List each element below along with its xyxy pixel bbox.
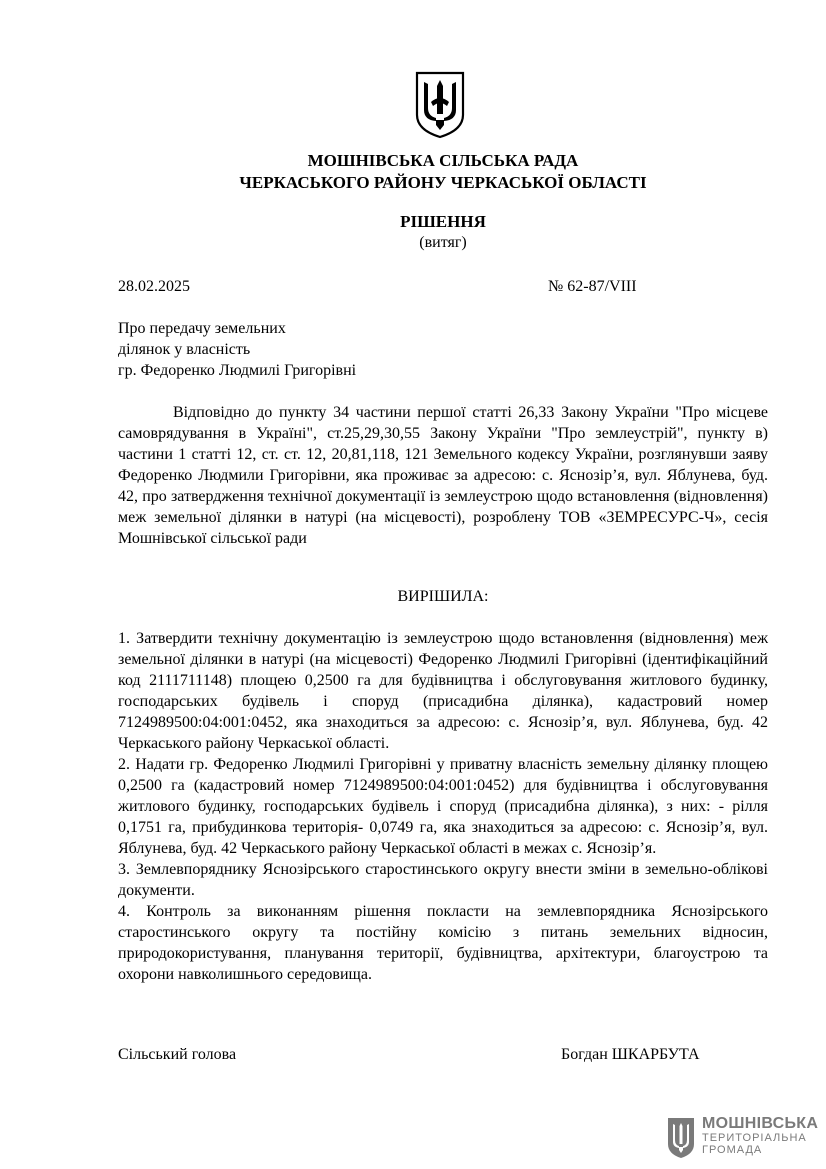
- document-subject: [118, 318, 356, 381]
- preamble-paragraph: Відповідно до пункту 34 частини першої статті 26,33 Закону України "Про місцеве самоврядування в Україні", ст.25,29,30,55 Закону України "Про землеустрій", пункту в) частини 1 статті 12, ст. ст. 12, 20,81,118, 121 Земельного кодексу України, розглянувши заяву Федоренко Людмили Григорівни, яка проживає за адресою: с. Яснозір’я, вул. Яблунева, буд. 42, про затвердження технічної документації із землеустрою щодо встановлення (відновлення) меж земельної ділянки в натурі (на місцевості), розроблену ТОВ «ЗЕМРЕСУРС-Ч», сесія Мошнівської сільської ради: [118, 404, 768, 547]
- trident-coat-of-arms-icon: [414, 70, 466, 140]
- community-logo: [666, 1115, 819, 1160]
- resolution-items: [118, 628, 768, 985]
- logo-line: МОШНІВСЬКА: [702, 1115, 819, 1132]
- logo-line: ГРОМАДА: [702, 1144, 763, 1156]
- logo-line: ТЕРИТОРІАЛЬНА: [702, 1132, 807, 1144]
- subject-line: ділянок у власність: [118, 341, 251, 358]
- subject-line: гр. Федоренко Людмилі Григорівні: [118, 362, 357, 379]
- council-name: МОШНІВСЬКА СІЛЬСЬКА РАДА: [307, 151, 579, 170]
- subject-line: Про передачу земельних: [118, 320, 286, 337]
- signatory-name: Богдан ШКАРБУТА: [561, 1046, 700, 1063]
- resolution-item: 4. Контроль за виконанням рішення покласти на землевпорядника Яснозірського старостинського округу та постійну комісію з питань земельних відносин, природокористування, планування території, будівництва, архітектури, благоустрою та охорони навколишнього середовища.: [118, 903, 768, 983]
- resolution-item: 2. Надати гр. Федоренко Людмилі Григорівні у приватну власність земельну ділянку площею 0,2500 га (кадастровий номер 7124989500:04:001:0452) для будівництва і обслуговування житлового будинку, господарських будівель і споруд (присадибна ділянка), з них: - рілля 0,1751 га, прибудинкова територія- 0,0749 га, яка знаходиться за адресою: с. Яснозір’я, вул. Яблунева, буд. 42 Черкаського району Черкаської області в межах с. Яснозір’я.: [118, 756, 768, 857]
- document-subtype: (витяг): [419, 234, 467, 251]
- trident-shield-icon: [666, 1116, 696, 1160]
- resolution-item: 3. Землевпорядникy Яснозірського старостинського округу внести зміни в земельно-облікові документи.: [118, 861, 768, 899]
- resolution-item: 1. Затвердити технічну документацію із землеустрою щодо встановлення (відновлення) меж земельної ділянки в натурі (на місцевості) Федоренко Людмилі Григорівні (ідентифікаційний код 2111711148) площею 0,2500 га для будівництва і обслуговування житлового будинку, господарських будівель і споруд (присадибна ділянка), кадастровий номер 7124989500:04:001:0452, яка знаходиться за адресою: с. Яснозір’я, вул. Яблунева, буд. 42 Черкаського району Черкаської області.: [118, 630, 768, 752]
- document-type: РІШЕННЯ: [400, 212, 486, 231]
- resolved-heading: ВИРІШИЛА:: [397, 588, 489, 605]
- logo-text: [702, 1116, 818, 1156]
- council-district: ЧЕРКАСЬКОГО РАЙОНУ ЧЕРКАСЬКОЇ ОБЛАСТІ: [239, 173, 647, 192]
- signatory-position: Сільський голова: [118, 1046, 237, 1063]
- document-number: № 62-87/VIII: [548, 278, 637, 295]
- document-date: 28.02.2025: [118, 278, 190, 295]
